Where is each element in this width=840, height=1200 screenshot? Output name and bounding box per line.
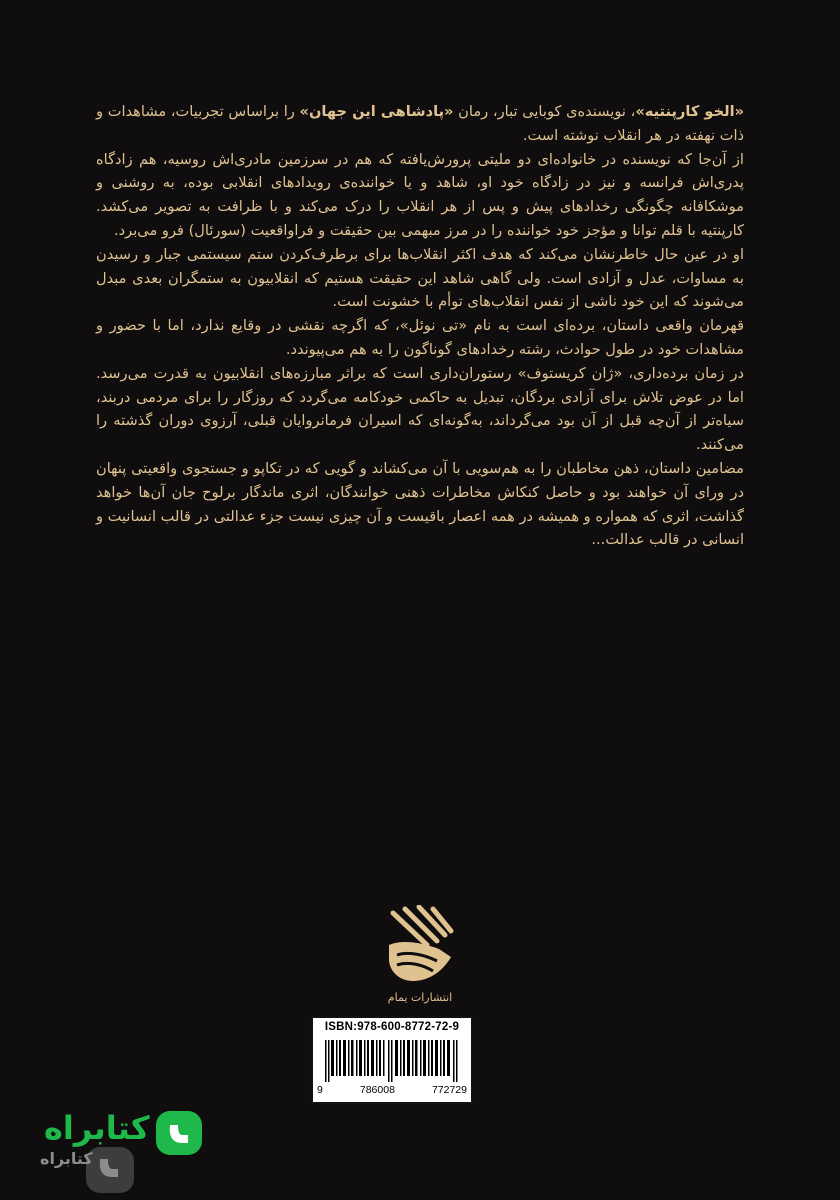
barcode-icon bbox=[321, 1040, 463, 1082]
hand-book-logo-icon bbox=[383, 905, 457, 985]
publisher-block bbox=[340, 905, 500, 1004]
book-title: «پادشاهی این جهان» bbox=[299, 103, 454, 120]
paragraph-4: قهرمان واقعی داستان، برده‌ای است به نام «تی نوئل»، که اگرچه نقشی در وقایع ندارد، اما با حضور و مشاهدات خود در طول حوادث، رشته رخدادهای گوناگون را به هم می‌پیوندد. bbox=[96, 317, 744, 358]
paragraph-2: از آن‌جا که نویسنده در خانواده‌ای دو ملیتی پرورش‌یافته که هم در سرزمین مادری‌اش روسیه، هم زادگاه پدری‌اش فرانسه و نیز در زادگاه خود او، شاهد و یا خواننده‌ی رویدادهای انقلابی بوده، به روشنی و موشکافانه چگونگی رخدادهای پیش و پس از هر انقلاب را درک می‌کند و با ظرافت به تصویر می‌کشد. کارپنتیه با قلم توانا و مؤجز خود خواننده را در مرز مبهمی بین حقیقت و فراواقعیت (سورئال) فرو می‌برد. bbox=[96, 150, 744, 239]
author-name: «الخو کارپنتیه» bbox=[635, 103, 745, 120]
watermark-text-large: کتابراه bbox=[44, 1109, 150, 1147]
ketabrah-watermark bbox=[10, 1095, 210, 1195]
back-cover-description bbox=[96, 100, 744, 552]
isbn-text: ISBN:978-600-8772-72-9 bbox=[324, 1021, 460, 1033]
paragraph-5: در زمان برده‌داری، «ژان کریستوف» رستوران‌داری است که براثر مبارزه‌های انقلابیون به قدرت می‌رسد. اما در عوض تلاش برای آزادی بردگان، تبدیل به حاکمی خودکامه می‌گردد که روزگار را برای مردمی دربند، سیاه‌تر از آن‌چه قبل از آن بود می‌گرداند، به‌گونه‌ای که اسیران فرمانروایان قبلی، آرزوی دوران گذشته را می‌کنند. bbox=[96, 364, 744, 454]
paragraph-3: او در عین حال خاطرنشان می‌کند که هدف اکثر انقلاب‌ها برای برطرف‌کردن ستم سیستمی جبار و رسیدن به مساوات، عدل و آزادی است. ولی گاهی شاهد این حقیقت هستیم که انقلابیون به ستمگران بعدی مبدل می‌شوند که این خود ناشی از نفس انقلاب‌های توأم با خشونت است. bbox=[96, 245, 744, 311]
paragraph-1: «الخو کارپنتیه»، نویسنده‌ی کوبایی تبار، رمان «پادشاهی این جهان» را براساس تجربیات، مشاهدات و ذات نهفته در هر انقلاب نوشته است. bbox=[96, 103, 745, 144]
watermark-text-small: کتابراه bbox=[40, 1149, 93, 1168]
isbn-barcode bbox=[311, 1016, 473, 1104]
barcode-digits: 9 786008 772729 bbox=[317, 1084, 467, 1096]
publisher-name: انتشارات یمام bbox=[387, 991, 453, 1004]
paragraph-6: مضامین داستان، ذهن مخاطبان را به هم‌سویی با آن می‌کشاند و گویی که در تکاپو و جستجوی واقعیتی پنهان در ورای آن خواهند بود و حاصل کنکاش مخاطرات ذهنی خوانندگان، اثری ماندگار برلوح جان آن‌ها خواهد گذاشت، اثری که همواره و همیشه در همه اعصار باقیست و آن چیزی نیست جزء عدالتی در قالب انسانیت و انسانی در قالب عدالت... bbox=[95, 459, 744, 549]
